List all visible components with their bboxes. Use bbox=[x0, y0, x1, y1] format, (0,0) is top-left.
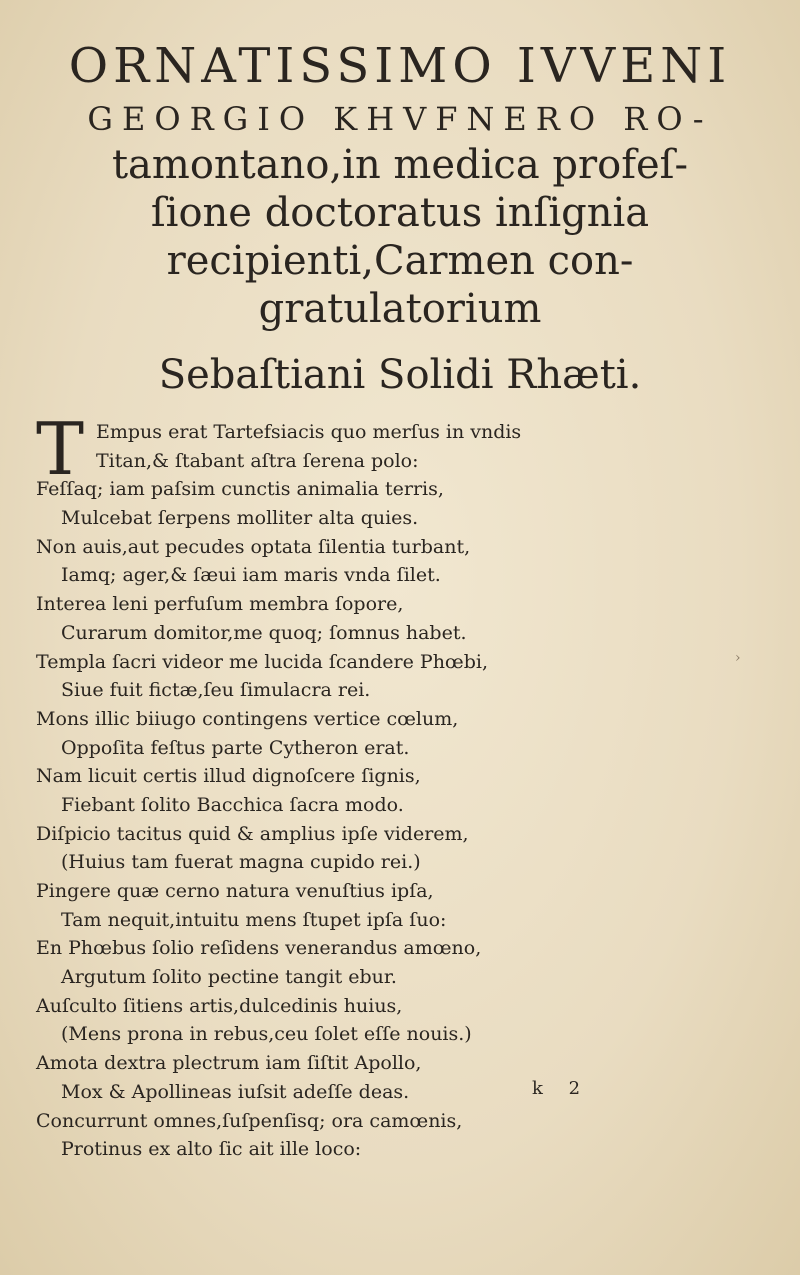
verse-line: Oppoſita feſtus parte Cytheron erat. bbox=[61, 736, 410, 759]
verse-line: Protinus ex alto ſic ait ille loco: bbox=[61, 1138, 362, 1161]
verse-line: Empus erat Tartefsiacis quo merſus in vndis bbox=[96, 421, 522, 443]
margin-mark: › bbox=[735, 650, 741, 666]
verse-line: Feſſaq; iam paſsim cunctis animalia terris, bbox=[36, 478, 444, 501]
verse-line: Iamq; ager,& ſæui iam maris vnda ſilet. bbox=[61, 564, 441, 587]
verse-line: Nam licuit certis illud dignoſcere ſignis, bbox=[36, 765, 421, 788]
drop-cap: T bbox=[36, 407, 85, 491]
title-line-4: ſione doctoratus inſignia bbox=[150, 190, 650, 236]
verse-line: (Mens prona in rebus,ceu ſolet eſſe nouis.) bbox=[61, 1023, 472, 1046]
signature-mark: k 2 bbox=[532, 1078, 591, 1099]
title-line-5: recipienti,Carmen con- bbox=[166, 238, 634, 284]
title-line-6: gratulatorium bbox=[258, 286, 542, 332]
verse-line: En Phœbus ſolio reſidens venerandus amœno, bbox=[36, 937, 482, 960]
verse-line: Interea leni perfuſum membra ſopore, bbox=[36, 593, 404, 616]
verse-line: Mons illic biiugo contingens vertice cœlum, bbox=[36, 707, 459, 730]
verse-line: Curarum domitor,me quoq; ſomnus habet. bbox=[61, 621, 467, 644]
poem-body bbox=[36, 407, 536, 1164]
verse-line: Diſpicio tacitus quid & amplius ipſe viderem, bbox=[36, 822, 469, 845]
verse-line: Tam nequit,intuitu mens ſtupet ipſa ſuo: bbox=[61, 908, 447, 931]
title-line-2: GEORGIO KHVFNERO RO- bbox=[87, 100, 713, 138]
author-heading: Sebaſtiani Solidi Rhæti. bbox=[158, 352, 642, 398]
verse-line: Fiebant ſolito Bacchica ſacra modo. bbox=[61, 793, 404, 816]
verse-line: Auſculto ſitiens artis,dulcedinis huius, bbox=[36, 994, 403, 1017]
verse-line: Mox & Apollineas iuſsit adeſſe deas. bbox=[61, 1080, 410, 1103]
verse-line: Pingere quæ cerno natura venuſtius ipſa, bbox=[36, 880, 434, 902]
title-line-3: tamontano,in medica profeſ- bbox=[111, 142, 688, 188]
verse-line: Templa ſacri videor me lucida ſcandere Phœbi, bbox=[36, 650, 489, 673]
verse-line: Amota dextra plectrum iam ſiſtit Apollo, bbox=[36, 1052, 422, 1075]
verse-line: Mulcebat ſerpens molliter alta quies. bbox=[61, 507, 419, 530]
verse-line: Argutum ſolito pectine tangit ebur. bbox=[61, 966, 397, 989]
verse-line: (Huius tam fuerat magna cupido rei.) bbox=[61, 851, 421, 874]
verse-line: Concurrunt omnes,ſuſpenſisq; ora camœnis, bbox=[36, 1109, 463, 1132]
verse-line: Titan,& ſtabant aſtra ſerena polo: bbox=[96, 449, 419, 472]
verse-line: Siue fuit fictæ,ſeu ſimulacra rei. bbox=[61, 679, 371, 702]
verse-line: Non auis,aut pecudes optata ſilentia turbant, bbox=[36, 535, 471, 558]
title-line-1: ORNATISSIMO IVVENI bbox=[68, 38, 732, 94]
